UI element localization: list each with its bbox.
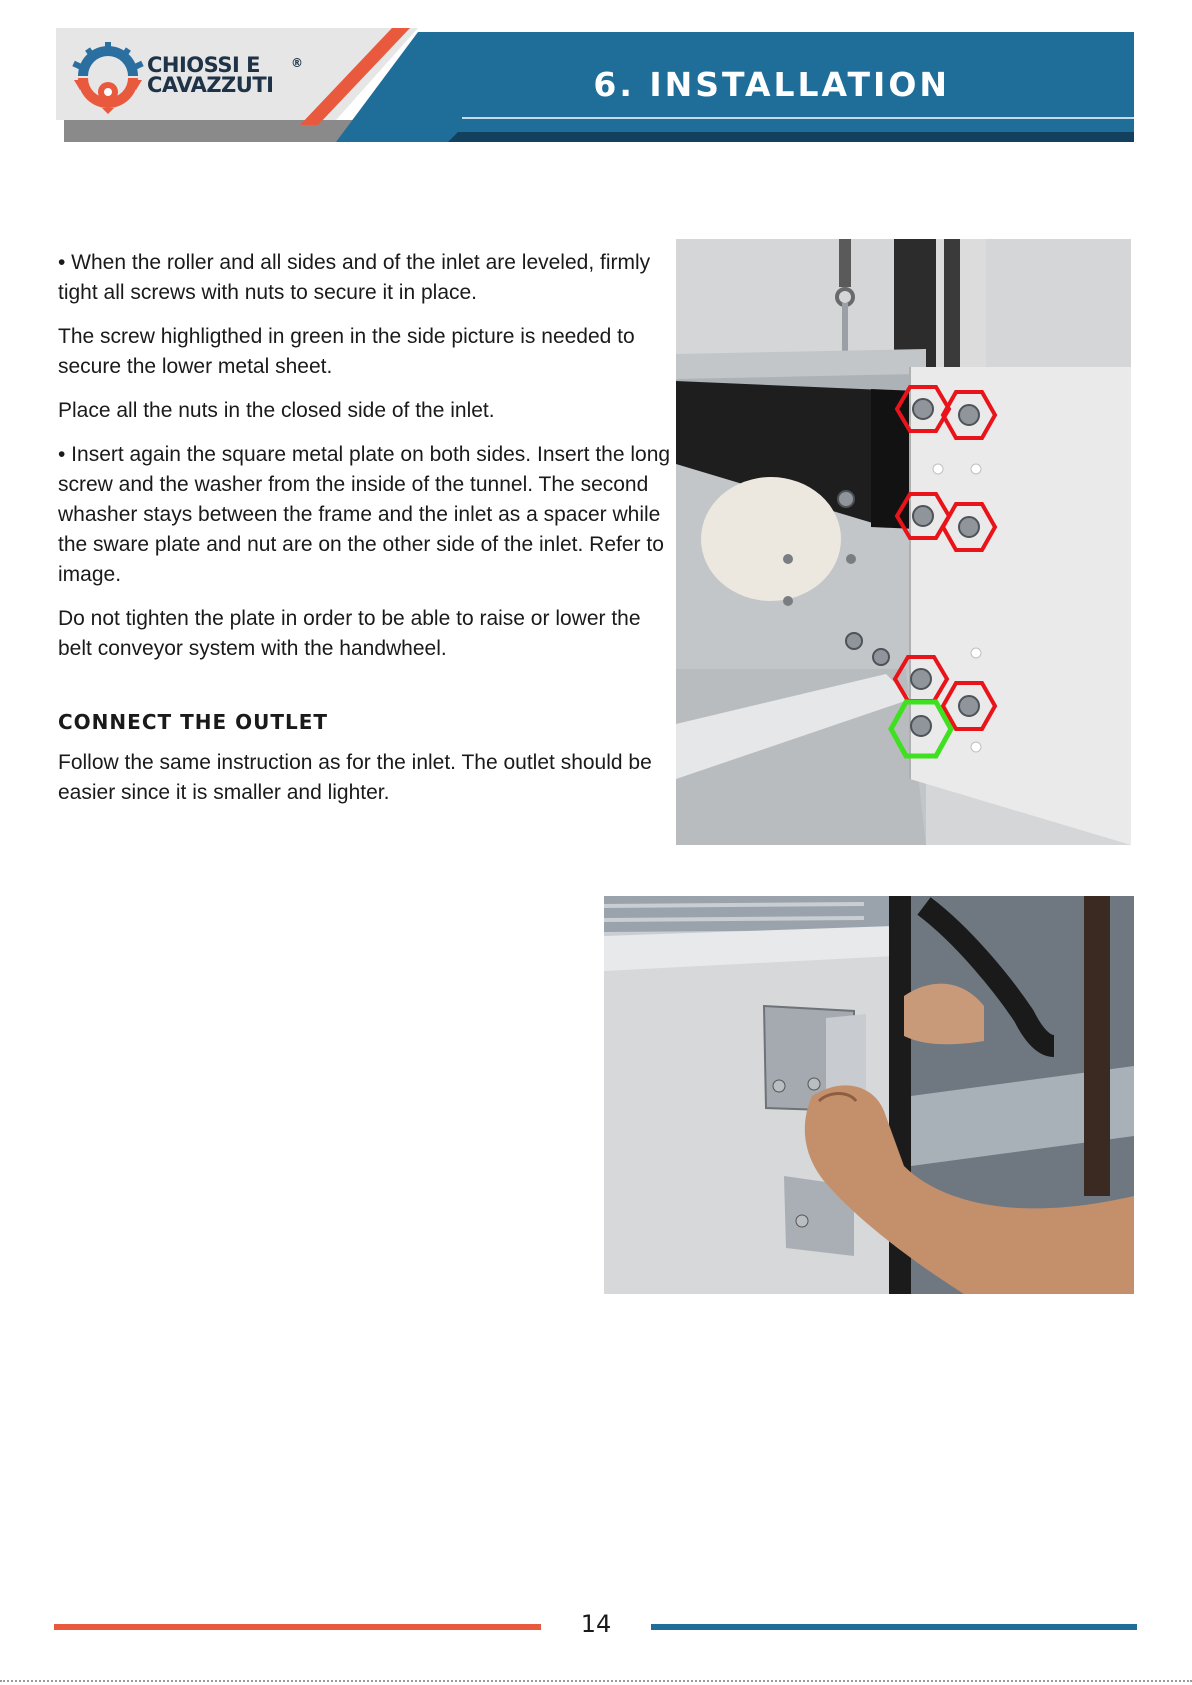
paragraph-square-plate: • Insert again the square metal plate on both sides. Insert the long screw and the washer from the inside of the tunnel. The second whasher stays between the frame and the inlet as a spacer while the sware plate and nut are on the other side of the inlet. Refer to image. <box>58 443 671 586</box>
paragraph-do-not-tighten: Do not tighten the plate in order to be able to raise or lower the belt conveyor system with the handwheel. <box>58 607 641 660</box>
footer-rule-left <box>54 1624 541 1630</box>
page-header <box>0 0 1192 160</box>
paragraph-tighten-screws: • When the roller and all sides and of the inlet are leveled, firmly tight all screws with nuts to secure it in place. <box>58 251 651 304</box>
brand-name-line2: CAVAZZUTI <box>147 73 274 97</box>
paragraph-nuts-placement: Place all the nuts in the closed side of the inlet. <box>58 399 495 422</box>
registered-mark: ® <box>291 56 303 70</box>
paragraph-green-screw: The screw highligthed in green in the side picture is needed to secure the lower metal sheet. <box>58 325 635 378</box>
plate-adjustment-photo <box>604 896 1134 1294</box>
paragraph-outlet: Follow the same instruction as for the inlet. The outlet should be easier since it is smaller and lighter. <box>58 751 652 804</box>
instructions-text <box>58 248 676 822</box>
page-number: 14 <box>580 1610 612 1638</box>
brand-name-line1: CHIOSSI E <box>147 53 260 77</box>
page-bottom-border <box>0 1680 1192 1682</box>
brand-name <box>147 55 273 95</box>
footer-rule-right <box>651 1624 1137 1630</box>
heading-connect-outlet: CONNECT THE OUTLET <box>58 710 329 734</box>
brand-logo-icon <box>70 40 146 114</box>
section-title: 6. INSTALLATION <box>593 65 950 104</box>
inlet-bolts-photo <box>676 239 1131 845</box>
